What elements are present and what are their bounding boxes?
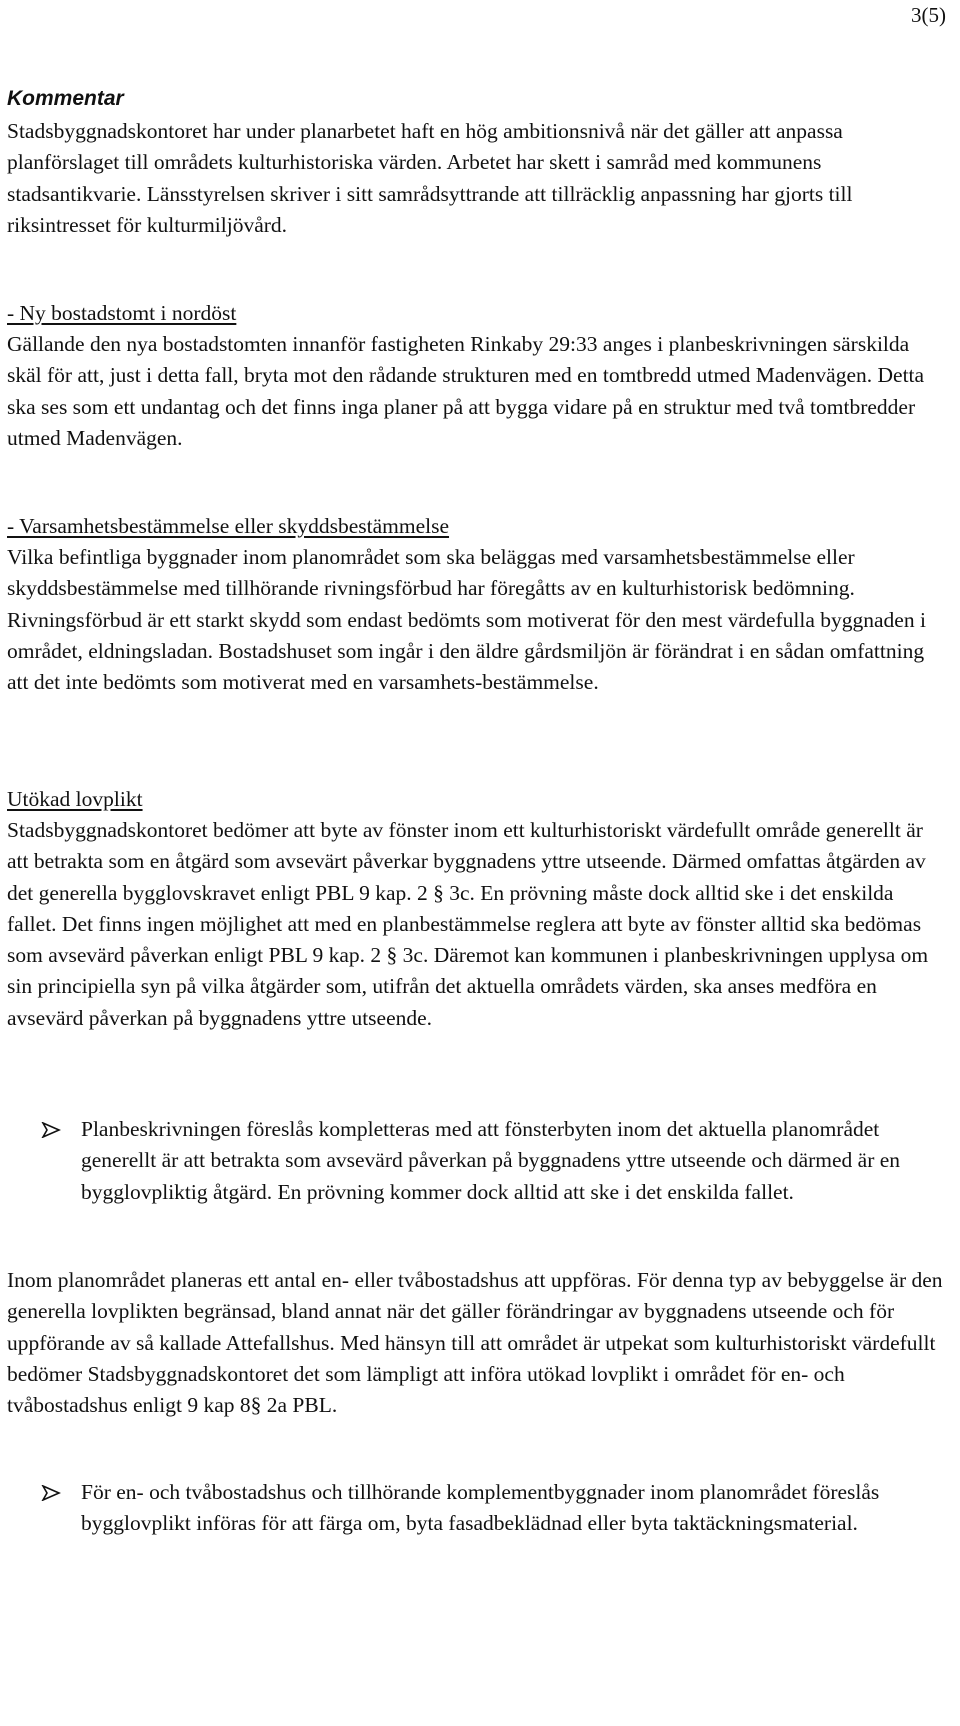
comment-paragraph: Stadsbyggnadskontoret har under planarbetet haft en hög ambitionsnivå när det gäller att anpassa planförslaget till områdets kulturhistoriska värden. Arbetet har skett i samråd med kommunens stadsantikvarie. Länsstyrelsen skriver i sitt samrådsyttrande att tillräcklig anpassning har gjorts till riksintresset för kulturmiljövård. bbox=[7, 119, 853, 237]
bullet-item bbox=[37, 1114, 947, 1208]
lovplikt-paragraph: Stadsbyggnadskontoret bedömer att byte av fönster inom ett kulturhistoriskt värdefullt område generellt är att betrakta som en åtgärd som avsevärt påverkar byggnadens yttre utseende. Därmed omfattas åtgärden av det generella bygglovskravet enligt PBL 9 kap. 2 § 3c. En prövning måste dock alltid ske i det enskilda fallet. Det finns ingen möjlighet att med en planbestämmelse reglera att byte av fönster alltid ska bedömas som avsevärd påverkan enligt PBL 9 kap. 2 § 3c. Däremot kan kommunen i planbeskrivningen upplysa om sin principiella syn på vilka åtgärder som, utifrån det aktuella områdets värden, ska anses medföra en avsevärd påverkan på byggnadens yttre utseende. bbox=[7, 818, 929, 1030]
varsamhet-paragraph: Vilka befintliga byggnader inom planområdet som ska beläggas med varsamhetsbestämmelse eller skyddsbestämmelse med tillhörande rivningsförbud har föregåtts av en kulturhistorisk bedömning. Rivningsförbud är ett starkt skydd som endast bedömts som motiverat för den mest värdefulla byggnaden i området, eldningsladan. Bostadshuset som ingår i den äldre gårdsmiljön är förändrat i en sådan omfattning att det inte bedömts som motiverat med en varsamhets-bestämmelse. bbox=[7, 545, 926, 695]
bullet-item bbox=[37, 1477, 947, 1540]
section-heading-lovplikt: Utökad lovplikt bbox=[7, 787, 143, 811]
section-heading-bostadstomt: - Ny bostadstomt i nordöst bbox=[7, 301, 237, 325]
bullet-text: För en- och tvåbostadshus och tillhörande komplementbyggnader inom planområdet föreslås bygglovplikt införas för att färga om, byta fasadbeklädnad eller byta taktäckningsmaterial. bbox=[81, 1480, 880, 1536]
arrow-bullet-icon bbox=[37, 1122, 65, 1138]
arrow-bullet-icon bbox=[37, 1485, 65, 1501]
bostadstomt-paragraph: Gällande den nya bostadstomten innanför fastigheten Rinkaby 29:33 anges i planbeskrivningen särskilda skäl för att, just i detta fall, bryta mot den rådande strukturen med en tomtbredd utmed Madenvägen. Detta ska ses som ett undantag och det finns inga planer på att bygga vidare på en struktur med två tomtbredder utmed Madenvägen. bbox=[7, 332, 925, 450]
attefall-paragraph: Inom planområdet planeras ett antal en- eller tvåbostadshus att uppföras. För denna typ av bebyggelse är den generella lovplikten begränsad, bland annat när det gäller förändringar av byggnadens utseende och för uppförande av så kallade Attefallshus. Med hänsyn till att området är utpekat som kulturhistoriskt värdefullt bedömer Stadsbyggnadskontoret det som lämpligt att införa utökad lovplikt i området för en- och tvåbostadshus enligt 9 kap 8§ 2a PBL. bbox=[7, 1268, 943, 1418]
comment-heading: Kommentar bbox=[7, 87, 124, 110]
page-number: 3(5) bbox=[911, 3, 946, 27]
section-heading-varsamhet: - Varsamhetsbestämmelse eller skyddsbestämmelse bbox=[7, 514, 450, 538]
bullet-text: Planbeskrivningen föreslås kompletteras med att fönsterbyten inom det aktuella planområdet generellt är att betrakta som avsevärd påverkan på byggnadens yttre utseende och därmed är en bygglovpliktig åtgärd. En prövning kommer dock alltid att ske i det enskilda fallet. bbox=[81, 1117, 901, 1204]
